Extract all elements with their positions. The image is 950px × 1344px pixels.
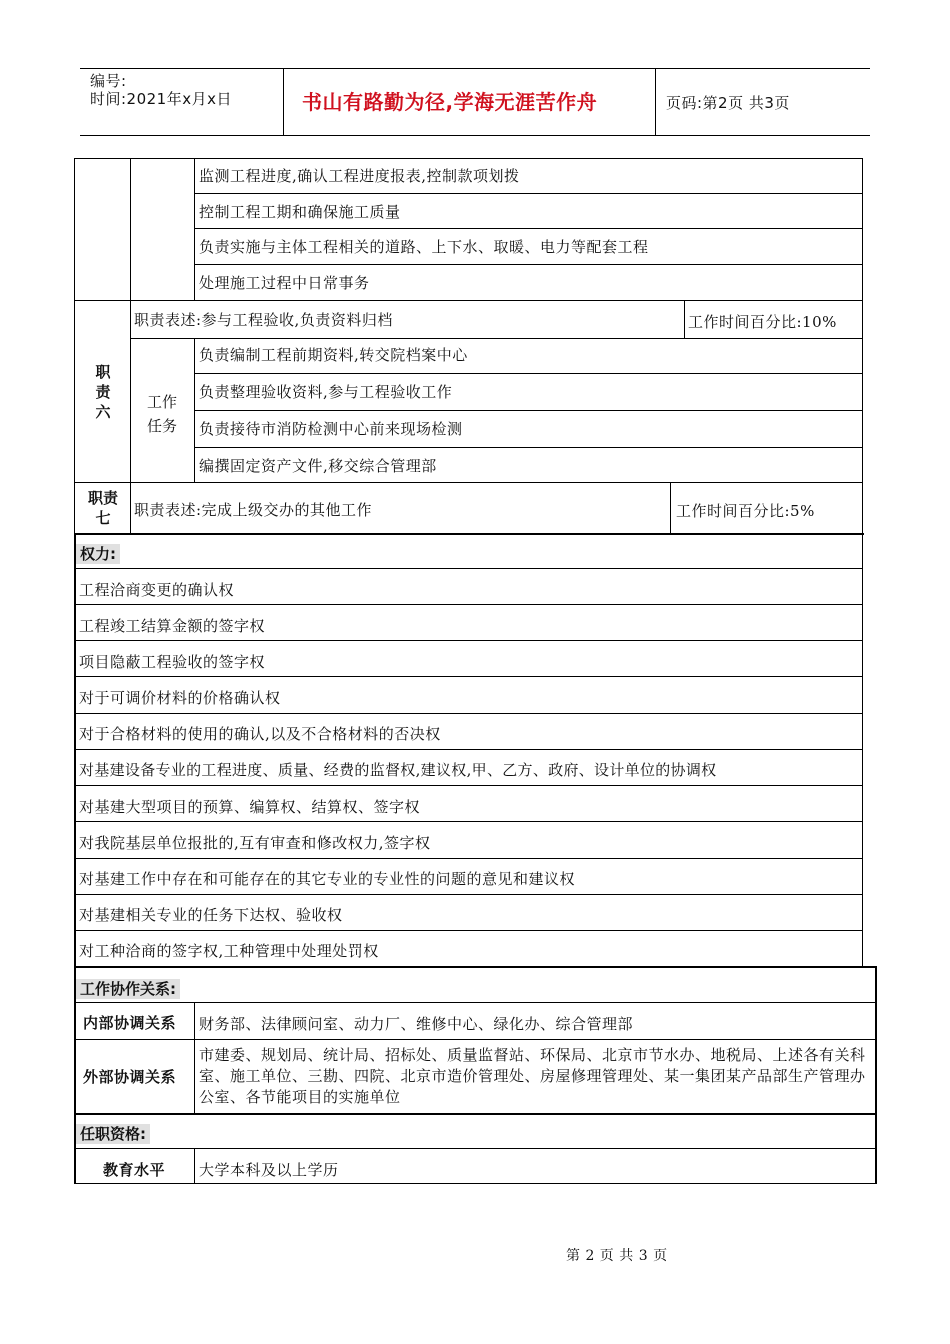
header-bottom-rule (80, 135, 870, 136)
education-value: 大学本科及以上学历 (199, 1161, 339, 1179)
table-right-border (875, 966, 877, 1184)
row-rule (74, 749, 863, 750)
row-rule (74, 482, 863, 483)
row-rule (74, 858, 863, 859)
document-date: 时间:2021年x月x日 (90, 90, 232, 108)
row-rule (74, 158, 863, 159)
qualification-title: 任职资格: (76, 1124, 150, 1144)
row-rule (194, 193, 863, 194)
row-rule (74, 1183, 877, 1184)
powers-title: 权力: (76, 544, 120, 564)
table-right-border (862, 158, 863, 534)
row-rule (74, 713, 863, 714)
external-coordination-label: 外部协调关系 (83, 1068, 177, 1086)
document-number: 编号: (90, 72, 127, 90)
internal-coordination-label: 内部协调关系 (83, 1014, 177, 1032)
table-left-border (74, 533, 76, 967)
label-column-border (130, 158, 131, 534)
duty-five-task: 负责实施与主体工程相关的道路、上下水、取暖、电力等配套工程 (199, 238, 649, 256)
duty-seven-time-percent: 工作时间百分比:5% (676, 502, 815, 520)
duty-six-task: 编撰固定资产文件,移交综合管理部 (199, 457, 437, 475)
row-rule (194, 447, 863, 448)
duty-seven-description: 职责表述:完成上级交办的其他工作 (134, 501, 373, 519)
cooperation-title: 工作协作关系: (76, 979, 180, 999)
label-column-border (194, 1148, 195, 1184)
duty-six-description: 职责表述:参与工程验收,负责资料归档 (134, 311, 393, 329)
row-rule (194, 410, 863, 411)
task-column-border-5 (194, 158, 195, 300)
power-item: 对基建工作中存在和可能存在的其它专业的专业性的问题的意见和建议权 (79, 870, 576, 888)
power-item: 工程竣工结算金额的签字权 (79, 617, 266, 635)
label-column-border (194, 1002, 195, 1113)
row-rule (74, 821, 863, 822)
table-right-border (862, 533, 863, 967)
page-footer: 第 2 页 共 3 页 (566, 1248, 668, 1264)
row-rule (74, 568, 863, 569)
row-rule (74, 604, 863, 605)
row-rule (74, 676, 863, 677)
section-rule (74, 966, 877, 968)
row-rule (194, 228, 863, 229)
duty-five-task: 控制工程工期和确保施工质量 (199, 203, 401, 221)
row-rule (194, 264, 863, 265)
power-item: 对于合格材料的使用的确认,以及不合格材料的否决权 (79, 725, 441, 743)
row-rule (74, 894, 863, 895)
section-rule (74, 533, 864, 535)
section-rule (74, 1113, 877, 1115)
header-divider-left (283, 68, 284, 136)
duty-seven-label: 职责七 (87, 489, 118, 527)
power-item: 对我院基层单位报批的,互有审查和修改权力,签字权 (79, 834, 431, 852)
time-percent-border (670, 482, 671, 534)
duty-six-task: 负责接待市消防检测中心前来现场检测 (199, 420, 463, 438)
power-item: 对基建设备专业的工程进度、质量、经费的监督权,建议权,甲、乙方、政府、设计单位的协调权 (79, 761, 717, 779)
row-rule (74, 640, 863, 641)
duty-six-task: 负责整理验收资料,参与工程验收工作 (199, 383, 453, 401)
page-indicator: 页码:第2页 共3页 (666, 94, 790, 112)
row-rule (74, 300, 863, 301)
duty-six-time-percent: 工作时间百分比:10% (688, 313, 837, 331)
duty-five-task: 监测工程进度,确认工程进度报表,控制款项划拨 (199, 167, 520, 185)
external-coordination-value: 市建委、规划局、统计局、招标处、质量监督站、环保局、北京市节水办、地税局、上述各有关科室、施工单位、三勘、四院、北京市造价管理处、房屋修理管理处、某一集团某产品部生产管理办公室、各节能项目的实施单位 (199, 1046, 866, 1106)
row-rule (194, 373, 863, 374)
time-percent-border (684, 300, 685, 338)
power-item: 项目隐蔽工程验收的签字权 (79, 653, 266, 671)
row-rule (74, 930, 863, 931)
row-rule (130, 338, 863, 339)
header-top-rule (80, 68, 870, 69)
row-rule (74, 1039, 877, 1040)
table-left-border (74, 158, 75, 534)
motto: 书山有路勤为径,学海无涯苦作舟 (302, 90, 598, 114)
power-item: 对于可调价材料的价格确认权 (79, 689, 281, 707)
education-label: 教育水平 (103, 1161, 166, 1179)
header-divider-right (655, 68, 656, 136)
power-item: 工程洽商变更的确认权 (79, 581, 235, 599)
power-item: 对基建大型项目的预算、编算权、结算权、签字权 (79, 798, 421, 816)
duty-six-label: 职责六 (95, 363, 111, 421)
duty-six-task-label: 工作任务 (146, 393, 177, 435)
internal-coordination-value: 财务部、法律顾问室、动力厂、维修中心、绿化办、综合管理部 (199, 1015, 634, 1033)
row-rule (74, 785, 863, 786)
power-item: 对工种洽商的签字权,工种管理中处理处罚权 (79, 942, 379, 960)
power-item: 对基建相关专业的任务下达权、验收权 (79, 906, 343, 924)
duty-six-task: 负责编制工程前期资料,转交院档案中心 (199, 346, 468, 364)
duty-five-task: 处理施工过程中日常事务 (199, 274, 370, 292)
